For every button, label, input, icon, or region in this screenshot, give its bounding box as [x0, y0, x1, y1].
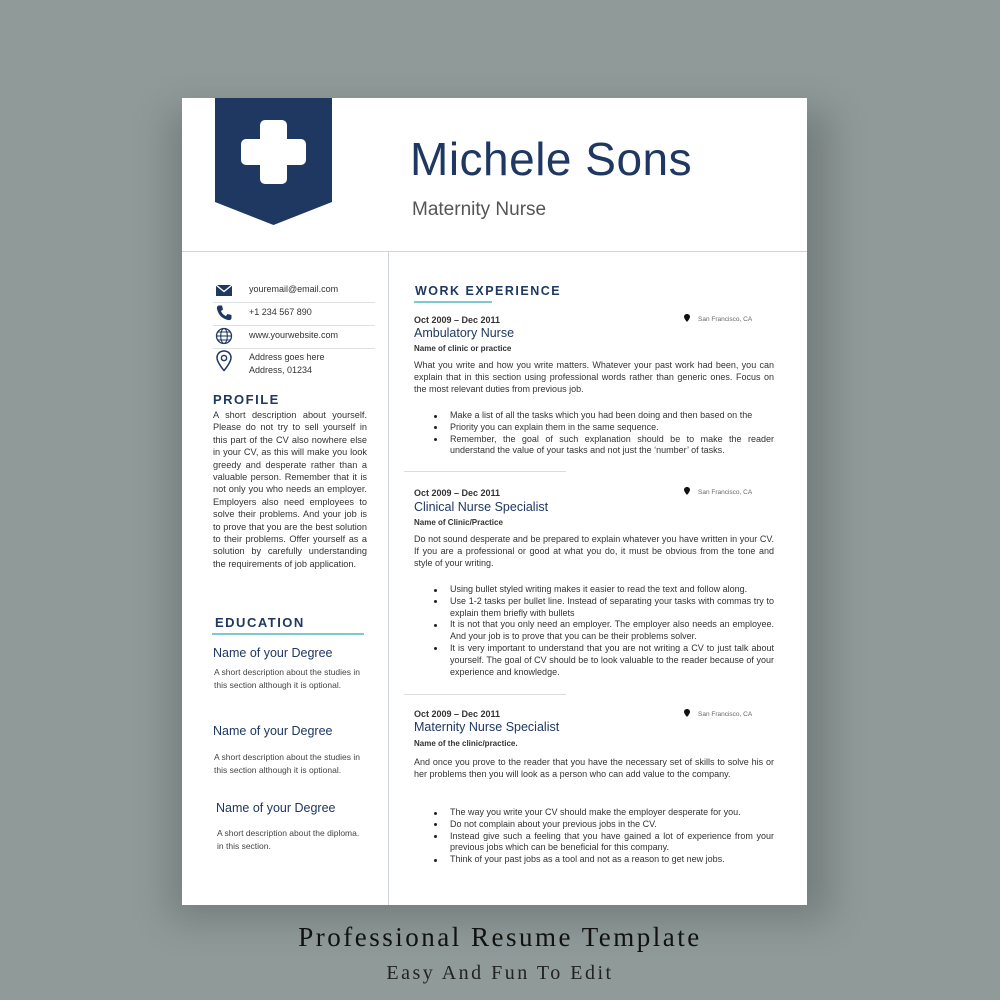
- job-description: Do not sound desperate and be prepared to explain whatever you have written in your CV. If you are a professional or good at what you do, it must be obvious from the tone and style of your writing.: [414, 534, 774, 568]
- candidate-title: Maternity Nurse: [412, 199, 547, 220]
- envelope-icon: [215, 281, 233, 299]
- job-title: Maternity Nurse Specialist: [414, 720, 560, 734]
- job-organization: Name of clinic or practice: [414, 344, 512, 353]
- job-organization: Name of the clinic/practice.: [414, 739, 518, 748]
- phone-text: +1 234 567 890: [249, 307, 312, 317]
- profile-heading: PROFILE: [213, 392, 280, 407]
- job-location: [684, 709, 752, 718]
- education-description: A short description about the studies in this section although it is optional.: [214, 667, 361, 690]
- job-location-text: San Francisco, CA: [698, 711, 753, 718]
- contact-website: [213, 326, 375, 349]
- caption-subtitle: Easy And Fun To Edit: [386, 962, 614, 984]
- email-text: youremail@email.com: [249, 284, 339, 294]
- job-separator: [404, 694, 566, 695]
- globe-icon: [215, 327, 233, 345]
- education-heading: EDUCATION: [215, 615, 305, 630]
- job-bullet: Priority you can explain them in the same sequence.: [432, 422, 774, 434]
- job-date: Oct 2009 – Dec 2011: [414, 315, 501, 325]
- phone-icon: [215, 304, 233, 322]
- job-location: [684, 314, 752, 323]
- education-degree: Name of your Degree: [213, 724, 333, 738]
- job-location-text: San Francisco, CA: [698, 489, 753, 496]
- map-pin-icon: [684, 487, 690, 495]
- resume-page: [182, 98, 807, 905]
- job-bullet: Make a list of all the tasks which you had been doing and then based on the: [432, 410, 774, 422]
- job-bullet-list: [432, 584, 774, 678]
- job-date: Oct 2009 – Dec 2011: [414, 488, 501, 498]
- job-bullet: It is not that you only need an employer. The employer also needs an employee. And your job is to prove that you can be their problems solver.: [432, 619, 774, 643]
- job-bullet: Remember, the goal of such explanation should be to make the reader understand the value of your tasks and not just the ‘number’ of tasks.: [432, 434, 774, 458]
- education-description: A short description about the diploma. in this section.: [217, 828, 360, 851]
- job-separator: [404, 471, 566, 472]
- job-bullet: Using bullet styled writing makes it easier to read the text and follow along.: [432, 584, 774, 596]
- candidate-name: Michele Sons: [410, 133, 693, 185]
- work-experience-heading: WORK EXPERIENCE: [415, 284, 562, 298]
- job-title: Clinical Nurse Specialist: [414, 500, 549, 514]
- address-line-2: Address, 01234: [249, 365, 313, 375]
- job-description: And once you prove to the reader that you have the necessary set of skills to solve his or her problems then you will look as a person who can add value to the company.: [414, 757, 774, 779]
- column-divider: [388, 251, 389, 905]
- job-location: [684, 487, 752, 496]
- job-bullet-list: [432, 807, 774, 866]
- map-pin-icon: [684, 314, 690, 322]
- education-underline: [212, 633, 364, 635]
- profile-text: A short description about yourself. Please do not try to sell yourself in this part of the CV also nowhere else in your CV, as this will make you look greedy and desperate rather than a valuable person. Remember that it is not only you who needs an employer. Employers also need employees to solve their problems. And your job is to prove that you are the best solution to their problems. Offer yourself as a solution by carefully understanding the requirements of job application.: [213, 410, 367, 569]
- contact-address: [213, 349, 375, 381]
- work-experience-underline: [414, 301, 492, 303]
- job-bullet: It is very important to understand that you are not writing a CV to just talk about yourself. The goal of CV should be to look valuable to the reader because of your experience and knowledge.: [432, 643, 774, 678]
- job-bullet-list: [432, 410, 774, 457]
- header-divider: [182, 251, 807, 252]
- job-bullet: Instead give such a feeling that you have gained a lot of experience from your previous jobs which can be beneficial for this company.: [432, 831, 774, 855]
- job-bullet: The way you write your CV should make the employer desperate for you.: [432, 807, 774, 819]
- contact-email: [213, 280, 375, 303]
- map-pin-icon: [684, 709, 690, 717]
- job-description: What you write and how you write matters. Whatever your past work had been, you can explain that in this section using professional words rather than generic ones. Focus on the most relevant duties from previous job.: [414, 360, 774, 394]
- address-line-1: Address goes here: [249, 352, 325, 362]
- job-title: Ambulatory Nurse: [414, 326, 515, 340]
- website-text: www.yourwebsite.com: [249, 330, 339, 340]
- job-date: Oct 2009 – Dec 2011: [414, 709, 501, 719]
- education-description: A short description about the studies in this section although it is optional.: [214, 752, 361, 775]
- job-bullet: Use 1-2 tasks per bullet line. Instead of separating your tasks with commas try to explain them briefly with bullets: [432, 596, 774, 620]
- contact-phone: [213, 303, 375, 326]
- job-organization: Name of Clinic/Practice: [414, 518, 503, 527]
- education-degree: Name of your Degree: [213, 646, 333, 660]
- job-bullet: Do not complain about your previous jobs in the CV.: [432, 819, 774, 831]
- job-location-text: San Francisco, CA: [698, 316, 753, 323]
- job-bullet: Think of your past jobs as a tool and not as a reason to get new jobs.: [432, 854, 774, 866]
- location-pin-icon: [215, 350, 233, 372]
- medical-cross-icon: [215, 98, 332, 225]
- caption-title: Professional Resume Template: [298, 922, 702, 952]
- education-degree: Name of your Degree: [216, 801, 336, 815]
